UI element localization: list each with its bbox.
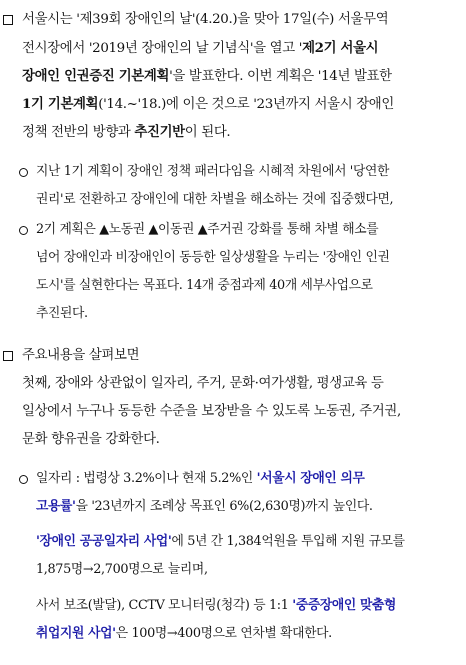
text-run-bold: 추진기반	[134, 124, 185, 140]
text-run: 은 100명→400명으로 연차별 확대한다.	[115, 626, 332, 641]
paragraph-line: 넘어 장애인과 비장애인이 동등한 일상생활을 누리는 '장애인 인권	[36, 250, 390, 265]
paragraph-line: 1,875명→2,700명으로 늘리며,	[36, 562, 208, 577]
text-run: '을 발표한다. 이번 계획은 '14년 발표한	[169, 69, 392, 84]
paragraph-line	[36, 596, 396, 616]
paragraph-line: 첫째, 장애와 상관없이 일자리, 주거, 문화·여가생활, 평생교육 등	[22, 376, 384, 391]
paragraph-line	[36, 497, 373, 517]
text-run-highlight: 고용률'	[36, 499, 76, 514]
text-run-bold: 제2기 서울시	[302, 40, 379, 56]
text-run-bold: 1기 기본계획	[22, 96, 99, 112]
paragraph-line: 문화 향유권을 강화한다.	[22, 432, 160, 447]
paragraph-line: 도시'를 실현한다는 목표다. 14개 중점과제 40개 세부사업으로	[36, 278, 373, 293]
text-run-highlight: 취업지원 사업'	[36, 626, 116, 641]
text-run: 일자리 : 법령상 3.2%이나 현재 5.2%인	[36, 471, 257, 486]
paragraph-line: 추진된다.	[36, 306, 88, 321]
paragraph-line	[36, 469, 365, 489]
text-run: 에 5년 간 1,384억원을 투입해 지원 규모를	[171, 534, 405, 549]
square-bullet-icon	[3, 351, 13, 361]
paragraph-line	[22, 94, 394, 115]
circle-bullet-icon	[19, 475, 28, 484]
square-bullet-icon	[3, 15, 13, 25]
circle-bullet-icon	[19, 168, 28, 177]
paragraph-line	[36, 532, 405, 552]
paragraph-line: 권리'로 전환하고 장애인에 대한 차별을 해소하는 것에 집중했다면,	[36, 192, 394, 207]
paragraph-line	[22, 38, 378, 59]
text-run: 사서 보조(발달), CCTV 모니터링(청각) 등 1:1	[36, 598, 293, 613]
paragraph-line	[36, 624, 332, 644]
text-run-highlight: '중증장애인 맞춤형	[292, 598, 397, 613]
circle-bullet-icon	[19, 226, 28, 235]
text-run: 정책 전반의 방향과	[22, 125, 135, 140]
section-heading: 주요내용을 살펴보면	[22, 348, 140, 363]
paragraph-line: 지난 1기 계획이 장애인 정책 패러다임을 시혜적 차원에서 '당연한	[36, 164, 390, 179]
text-run-bold: 장애인 인권증진 기본계획	[22, 68, 170, 84]
text-run-highlight: '서울시 장애인 의무	[256, 471, 365, 486]
paragraph-line: 서울시는 '제39회 장애인의 날'(4.20.)을 맞아 17일(수) 서울무역	[22, 12, 389, 27]
text-run: 을 '23년까지 조례상 목표인 6%(2,630명)까지 높인다.	[75, 499, 373, 514]
text-run: 이 된다.	[184, 125, 231, 140]
paragraph-line: 2기 계획은 ▲노동권 ▲이동권 ▲주거권 강화를 통해 차별 해소를	[36, 222, 379, 237]
text-run-highlight: '장애인 공공일자리 사업'	[36, 534, 172, 549]
paragraph-line: 일상에서 누구나 동등한 수준을 보장받을 수 있도록 노동권, 주거권,	[22, 404, 401, 419]
paragraph-line	[22, 122, 230, 143]
paragraph-line	[22, 66, 392, 87]
text-run: ('14.~'18.)에 이은 것으로 '23년까지 서울시 장애인	[98, 97, 394, 112]
text-run: 전시장에서 '2019년 장애인의 날 기념식'을 열고 '	[22, 41, 303, 56]
